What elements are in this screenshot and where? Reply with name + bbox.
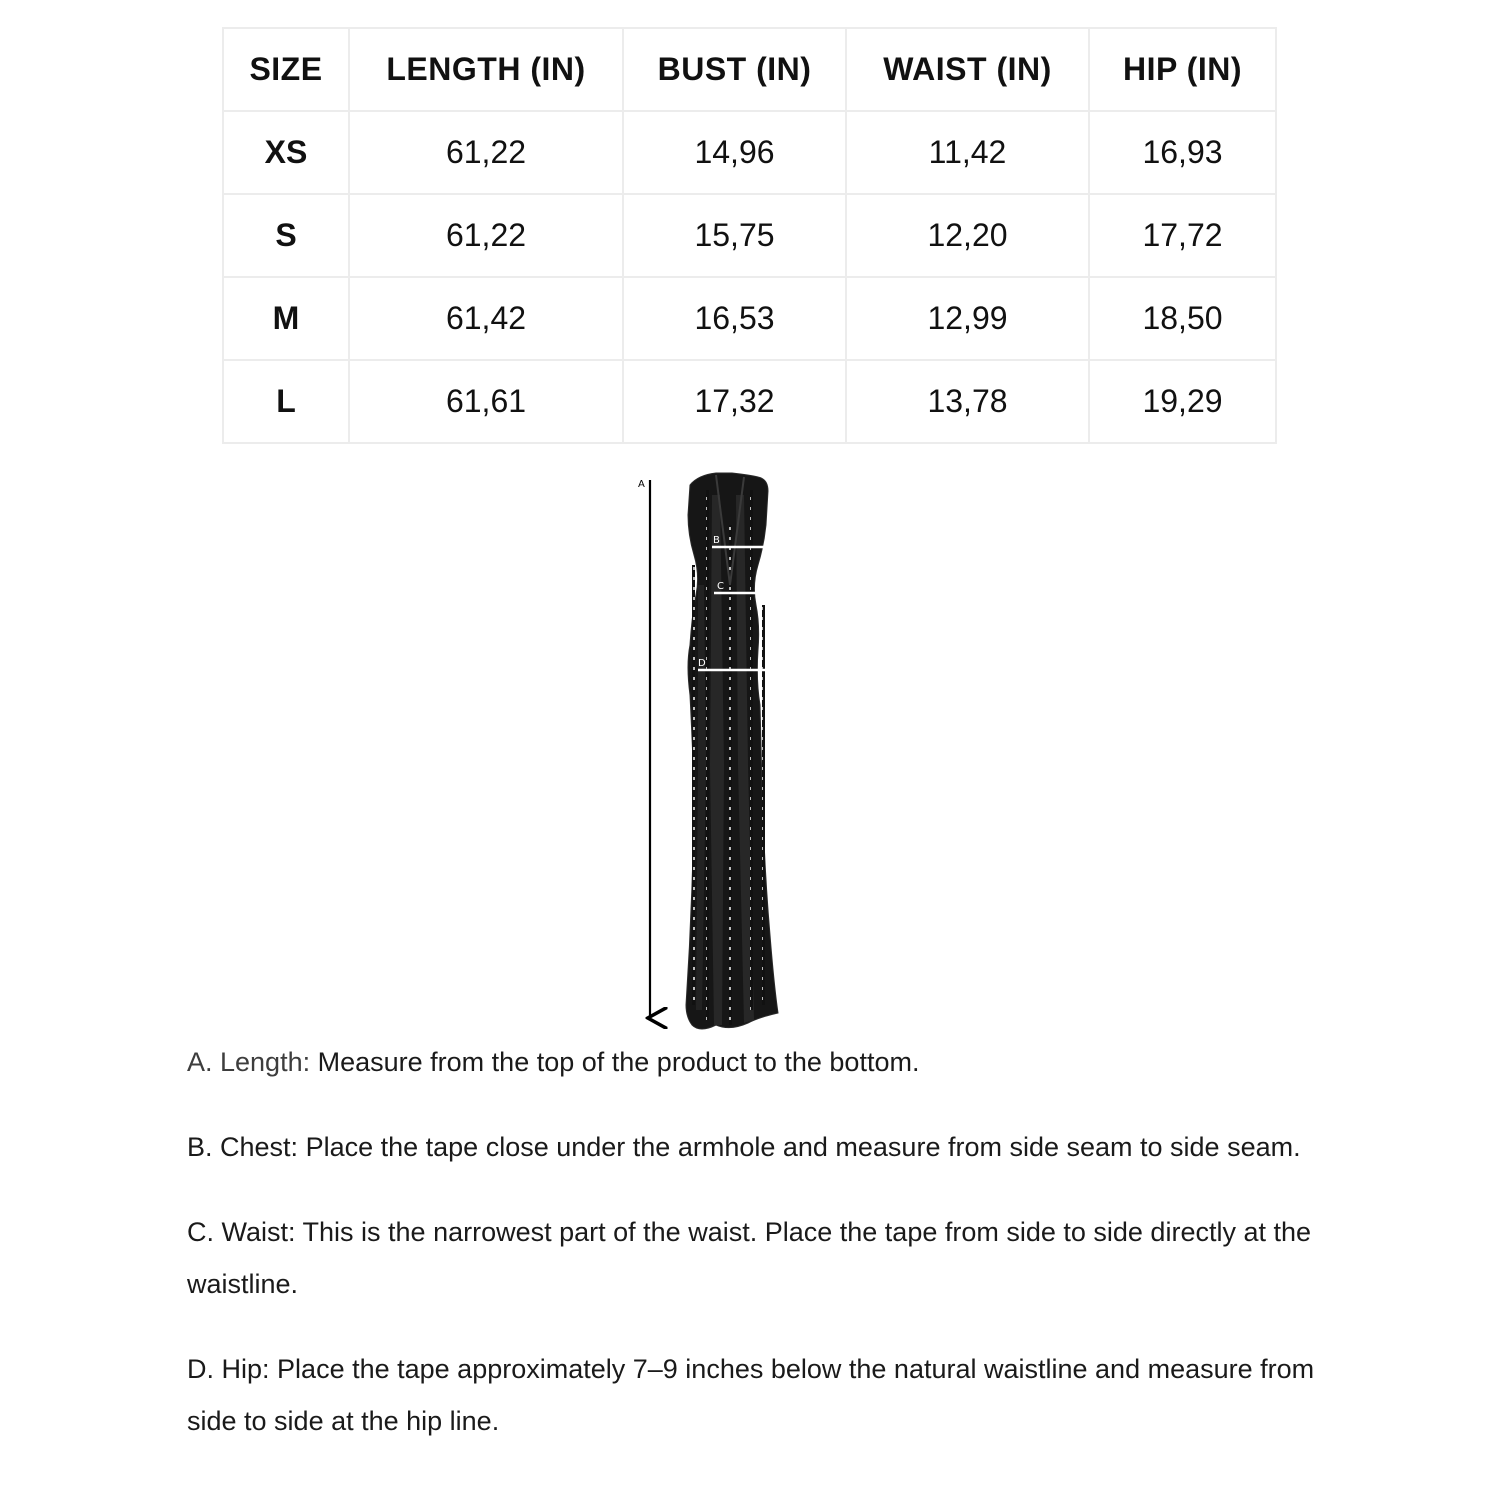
marker-d-label: D (698, 658, 706, 669)
instruction-text: Place the tape close under the armhole and measure from side seam to side seam. (305, 1132, 1301, 1162)
instruction-label: A. Length: (187, 1047, 311, 1077)
table-row (223, 194, 1276, 277)
dress-diagram-svg (620, 465, 840, 1035)
measurement-instructions (187, 1036, 1327, 1480)
waist-value: 11,42 (846, 111, 1089, 194)
header-bust: BUST (IN) (623, 28, 846, 111)
instruction-label: D. Hip: (187, 1354, 270, 1384)
table-row (223, 111, 1276, 194)
instruction-label: C. Waist: (187, 1217, 296, 1247)
length-value: 61,42 (349, 277, 623, 360)
size-label: M (223, 277, 349, 360)
length-value: 61,22 (349, 194, 623, 277)
bust-value: 16,53 (623, 277, 846, 360)
instruction-hip (187, 1343, 1327, 1447)
waist-value: 12,20 (846, 194, 1089, 277)
marker-c-label: C (717, 581, 724, 592)
instruction-text: Measure from the top of the product to the bottom. (317, 1047, 920, 1077)
bust-value: 17,32 (623, 360, 846, 443)
table-row (223, 277, 1276, 360)
header-hip: HIP (IN) (1089, 28, 1276, 111)
bust-value: 14,96 (623, 111, 846, 194)
header-size: SIZE (223, 28, 349, 111)
marker-b-label: B (713, 535, 720, 546)
waist-value: 12,99 (846, 277, 1089, 360)
bust-value: 15,75 (623, 194, 846, 277)
instruction-length (187, 1036, 1327, 1088)
size-label: L (223, 360, 349, 443)
instruction-chest (187, 1121, 1327, 1173)
table-header-row (223, 28, 1276, 111)
stud-strip (706, 490, 709, 1020)
size-label: S (223, 194, 349, 277)
stud-strip (692, 565, 695, 1005)
length-value: 61,22 (349, 111, 623, 194)
header-length: LENGTH (IN) (349, 28, 623, 111)
size-label: XS (223, 111, 349, 194)
instruction-text: Place the tape approximately 7–9 inches below the natural waistline and measure from side to side at the hip line. (187, 1354, 1315, 1436)
table-row (223, 360, 1276, 443)
marker-a-label: A (638, 479, 645, 490)
dress-measurement-diagram (620, 465, 840, 1035)
hip-value: 17,72 (1089, 194, 1276, 277)
stud-strip (729, 525, 732, 1025)
stud-strip (762, 605, 765, 1005)
length-value: 61,61 (349, 360, 623, 443)
stud-strip (750, 490, 753, 1010)
instruction-waist (187, 1206, 1327, 1310)
instruction-text: This is the narrowest part of the waist. Place the tape from side to side directly at the waistline. (187, 1217, 1312, 1299)
instruction-label: B. Chest: (187, 1132, 299, 1162)
hip-value: 19,29 (1089, 360, 1276, 443)
hip-value: 16,93 (1089, 111, 1276, 194)
size-chart-table (222, 27, 1277, 444)
header-waist: WAIST (IN) (846, 28, 1089, 111)
hip-value: 18,50 (1089, 277, 1276, 360)
waist-value: 13,78 (846, 360, 1089, 443)
